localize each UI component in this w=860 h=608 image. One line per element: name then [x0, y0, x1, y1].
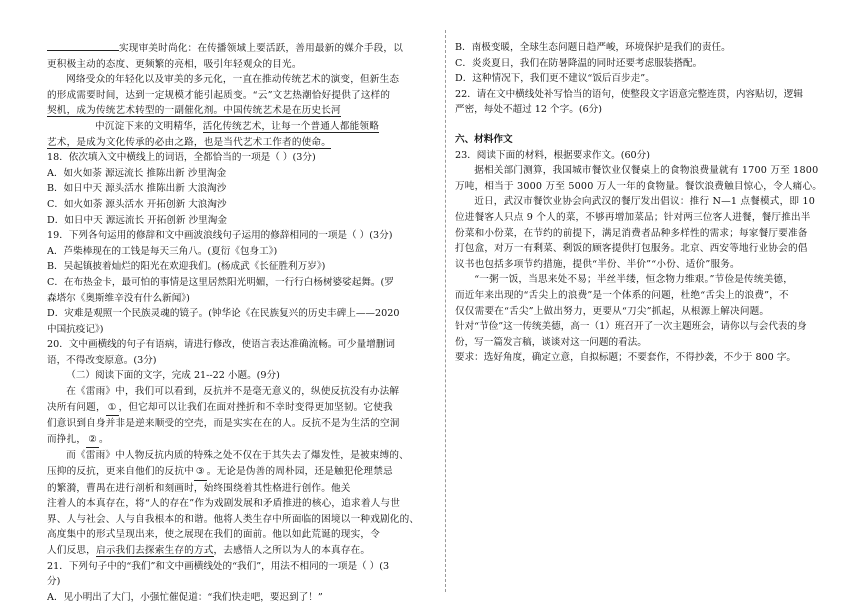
option-b: B．如日中天 源头活水 推陈出新 大浪淘沙 — [47, 183, 227, 195]
option-c: C．炎炎夏日，我们在防暑降温的同时还要考虑服装搭配。 — [455, 57, 703, 69]
underlined-sentence: 艺术，是成为文化传承的必由之路，也是当代艺术工作者的使命。 — [47, 136, 332, 148]
left-column — [47, 40, 435, 605]
passage-line: 实现审美时尚化：在传播领域上要活跃，善用最新的媒介手段，以 — [47, 40, 435, 57]
underlined-sentence: 活化传统艺术，让每一个普通人都能领略 — [202, 120, 380, 132]
right-column — [455, 40, 827, 366]
material-line: “一粥一饭，当思来处不易；半丝半缕，恒念物力维艰。”节俭是传统美德， — [474, 274, 793, 286]
material-line: 位进餐客人只点 9 个人的菜，不够再增加菜品；针对两三位客人进餐，餐厅推出半 — [455, 211, 811, 223]
passage-line — [47, 103, 435, 119]
option-c: C．如火如荼 源头活水 开拓创新 大浪淘沙 — [47, 198, 227, 210]
option-d-cont: 中国抗疫记》) — [47, 323, 104, 335]
task-line: 份，写一篇发言稿，谈谈对这一问题的看法。 — [455, 336, 647, 348]
material-line: 而近年来出现的“舌尖上的浪费”是一个体系的问题，杜绝“舌尖上的浪费”，不 — [455, 289, 789, 301]
option-d: D．灾难是观照一个民族灵魂的镜子。(钟华论《在民族复兴的历史丰碑上——2020 — [47, 308, 400, 320]
option-d: D．如日中天 源远流长 开拓创新 沙里淘金 — [47, 214, 227, 226]
question-18: 18．依次填入文中横线上的词语，全都恰当的一项是（ ）(3分) — [47, 152, 316, 164]
reading-line: 在《雷雨》中，我们可以看到，反抗并不是毫无意义的，纵使反抗没有办法解 — [66, 386, 400, 398]
question-19: 19．下列各句运用的修辞和文中画波浪线句子运用的修辞相同的一项是（ ）(3分) — [47, 230, 393, 242]
option-a: A．芦柴棒现在的工钱是每天三角八。(夏衍《包身工》) — [47, 245, 278, 257]
column-divider — [445, 30, 446, 592]
material-line: 仅仅需要在“舌尖”上做出努力，更要从“刀尖”抓起，从根源上解决问题。 — [455, 305, 770, 317]
material-line: 万吨，相当于 3000 万至 5000 万人一年的食物量。餐饮浪费触目惊心，令人痛心。 — [455, 180, 823, 192]
subsection-heading: （二）阅读下面的文字，完成 21--22 小题。(9分) — [66, 370, 280, 382]
answer-blank — [47, 40, 119, 51]
material-line: 据相关部门测算，我国城市餐饮业仅餐桌上的食物浪费量就有 1700 万至 1800 — [474, 165, 819, 177]
reading-line: 们意识到自身并非是逆来顺受的空壳，而是实实在在的人。反抗不是为生活的空洞 — [47, 418, 400, 430]
underlined-phrase: 启示我们去探索生存的方式 — [95, 545, 214, 556]
option-a: A．如火如荼 源远流长 推陈出新 沙里淘金 — [47, 167, 227, 179]
blank-3: ③ — [194, 464, 207, 481]
question-20: 20．文中画横线的句子有语病，请进行修改，使语言表达准确流畅。可少量增删词 — [47, 339, 395, 351]
blank-2: ② — [86, 432, 99, 449]
question-21-cont: 分) — [47, 576, 61, 588]
reading-line: 高度集中的形式呈现出来，使之展现在我们的面前。他以如此荒诞的现实，令 — [47, 529, 380, 541]
question-22: 22．请在文中横线处补写恰当的语句，使整段文字语意完整连贯，内容贴切，逻辑 — [455, 88, 803, 100]
question-21: 21．下列句子中的“我们”和文中画横线处的“我们”，用法不相同的一项是（ ）(3 — [47, 560, 390, 572]
requirements-line: 要求：选好角度，确定立意，自拟标题；不要套作，不得抄袭，不少于 800 字。 — [455, 352, 797, 364]
passage-line: 网络受众的年轻化以及审美的多元化，一直在推动传统艺术的演变，但新生态 — [66, 74, 400, 86]
passage-line — [47, 135, 435, 151]
reading-line: 界、人与社会、人与自我根本的和谐。他将人类生存中所面临的困境以一种戏剧化的、 — [47, 513, 420, 525]
passage-line: 中沉淀下来的文明精华，活化传统艺术，让每一个普通人都能领略 — [95, 120, 380, 132]
material-line: 打包盒，对万一有剩菜、剩饭的顾客提供打包服务。北京、西安等地行业协会的倡 — [455, 243, 808, 255]
blank-1: ① — [106, 400, 119, 417]
reading-line: 决所有问题， ① ，但它却可以让我们在面对挫折和不幸时变得更加坚韧。它使我 — [47, 400, 435, 417]
reading-line: 而挣扎， ② 。 — [47, 432, 435, 449]
reading-line: 而《雷雨》中人物反抗内质的特殊之处不仅在于其失去了爆发性，是被束缚的、 — [66, 450, 409, 462]
reading-line: 注着人的本真存在，将“人的存在”作为戏剧发展和矛盾推进的核心，追求着人与世 — [47, 498, 400, 510]
option-b: B．吴起镇披着灿烂的阳光在欢迎我们。(杨成武《长征胜利万岁》) — [47, 261, 326, 273]
material-line: 份菜和小份菜，在节约的前提下，满足消费者品种多样性的需求；每家餐厅要准备 — [455, 227, 808, 239]
option-b: B．南极变暖，全球生态问题日趋严峻，环境保护是我们的责任。 — [455, 42, 731, 53]
reading-line: 压抑的反抗，更来自他们的反抗中 ③ 。无论是伪善的周朴园，还是触犯伦理禁忌 — [47, 464, 435, 481]
section-heading: 六、材料作文 — [455, 133, 513, 145]
underlined-sentence: 契机，成为传统艺术转型的一副催化剂。中国传统艺术是在历史长河 — [47, 105, 341, 117]
option-c: C．在布热金卡，最可怕的事情是这里居然阳光明媚，一行行白杨树婆娑起舞。(罗 — [47, 276, 394, 288]
task-line: 针对“节俭”这一传统美德，高一（1）班召开了一次主题班会，请你以与会代表的身 — [455, 321, 807, 333]
material-line: 议书也包括多项节约措施，提供“半份、半价”“小份、适价”服务。 — [455, 258, 740, 270]
option-c-cont: 森塔尔《奥斯维辛没有什么新闻》) — [47, 292, 190, 304]
passage-line: 的形成需要时间，达到一定规模才能引起质变。“云”文艺热潮恰好提供了这样的 — [47, 89, 391, 101]
reading-line: 的繁漪，曹禺在进行剖析和刻画时，始终围绕着其性格进行创作。他关 — [47, 482, 351, 494]
question-23: 23．阅读下面的材料，根据要求作文。(60分) — [455, 149, 650, 161]
option-d: D．这种情况下，我们更不建议“饭后百步走”。 — [455, 73, 655, 85]
passage-line: 更积极主动的态度、更频繁的亮相，吸引年轻观众的目光。 — [47, 58, 302, 70]
question-20-cont: 语，不得改变原意。(3分) — [47, 354, 157, 366]
option-a: A．见小明出了大门，小强忙催促道：“我们快走吧，要迟到了！” — [47, 591, 323, 603]
question-22-cont: 严密，每处不超过 12 个字。(6分) — [455, 104, 603, 116]
reading-line: 人们反思，启示我们去探索生存的方式，去感悟人之所以为人的本真存在。 — [47, 545, 371, 556]
material-line: 近日，武汉市餐饮业协会向武汉的餐厅发出倡议：推行 N—1 点餐模式，即 10 — [474, 196, 816, 208]
